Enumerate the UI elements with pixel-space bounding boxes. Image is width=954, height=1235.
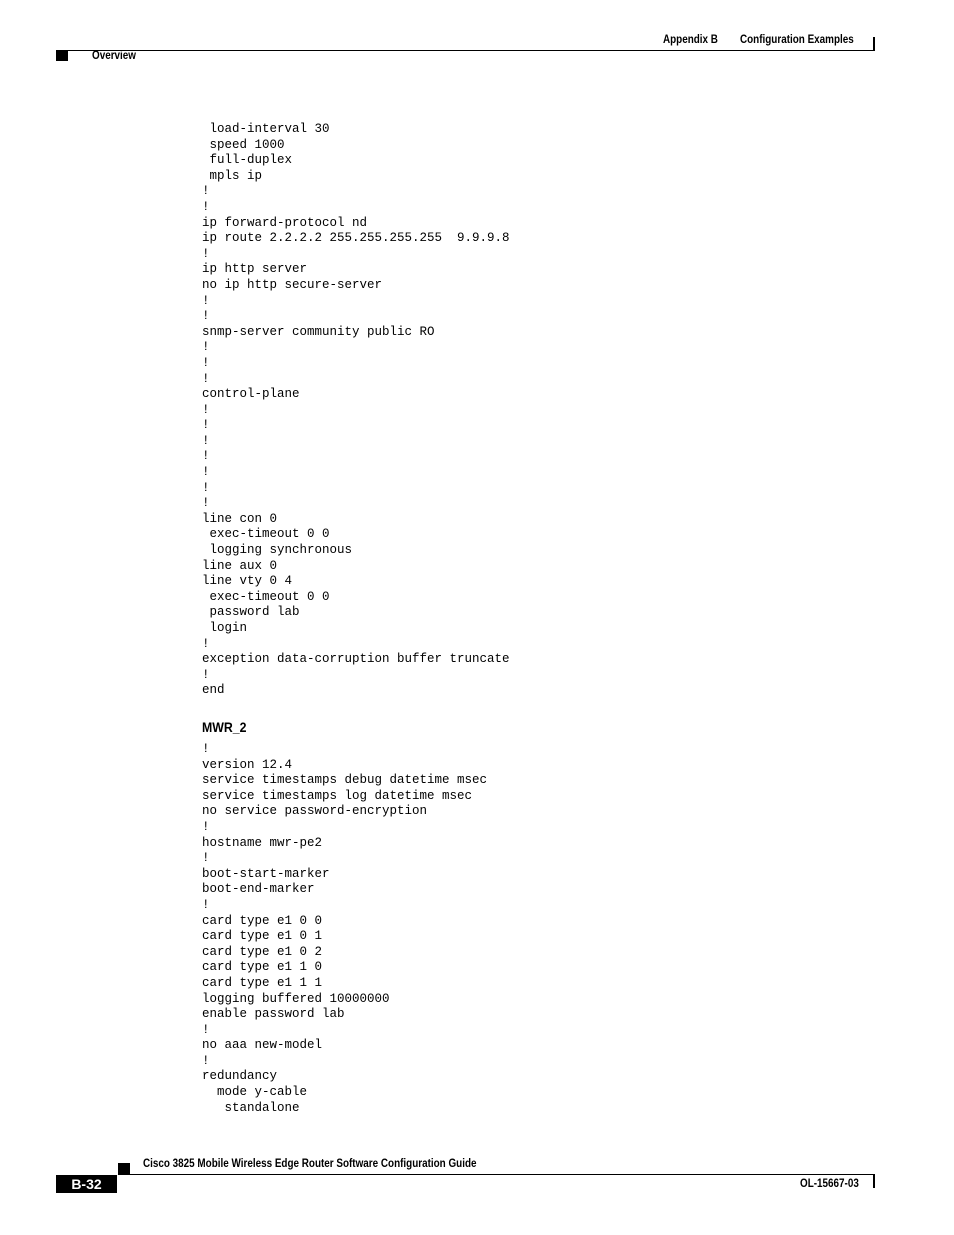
- code-line: line vty 0 4: [202, 574, 293, 589]
- header-section: Overview: [92, 50, 136, 62]
- code-line: !: [202, 184, 210, 199]
- header-chapter: Configuration Examples: [740, 34, 854, 46]
- code-line: exception data-corruption buffer truncate: [202, 652, 510, 667]
- code-line: no service password-encryption: [202, 804, 428, 819]
- code-block-top: [202, 122, 510, 699]
- code-line: card type e1 0 2: [202, 944, 323, 959]
- footer-page-number: B-32: [56, 1175, 117, 1193]
- footer-rule: [118, 1174, 874, 1175]
- code-line: version 12.4: [202, 757, 293, 772]
- code-line: !: [202, 418, 210, 433]
- code-line: full-duplex: [202, 153, 293, 168]
- code-line: ip route 2.2.2.2 255.255.255.255 9.9.9.8: [202, 231, 510, 246]
- code-line: !: [202, 402, 210, 417]
- code-line: !: [202, 465, 210, 480]
- code-line: service timestamps debug datetime msec: [202, 773, 488, 788]
- code-line: redundancy: [202, 1069, 278, 1084]
- footer-doc-number: OL-15667-03: [800, 1178, 859, 1190]
- code-line: password lab: [202, 605, 300, 620]
- code-block-bottom: [202, 742, 487, 1116]
- code-line: standalone: [202, 1100, 300, 1115]
- code-line: mpls ip: [202, 168, 263, 183]
- code-line: boot-end-marker: [202, 882, 315, 897]
- code-line: !: [202, 293, 210, 308]
- code-line: card type e1 1 1: [202, 975, 323, 990]
- code-line: !: [202, 246, 210, 261]
- code-line: !: [202, 340, 210, 355]
- header-tick: [873, 37, 875, 51]
- code-line: end: [202, 683, 225, 698]
- code-line: enable password lab: [202, 1007, 345, 1022]
- header-appendix: Appendix B: [663, 34, 718, 46]
- code-line: !: [202, 496, 210, 511]
- code-line: card type e1 0 1: [202, 929, 323, 944]
- code-line: !: [202, 371, 210, 386]
- code-line: exec-timeout 0 0: [202, 527, 330, 542]
- code-line: !: [202, 199, 210, 214]
- code-line: service timestamps log datetime msec: [202, 788, 473, 803]
- header-rule: [56, 50, 874, 51]
- code-line: ip http server: [202, 262, 308, 277]
- code-line: logging synchronous: [202, 543, 353, 558]
- code-line: mode y-cable: [202, 1085, 308, 1100]
- code-line: !: [202, 897, 210, 912]
- code-line: !: [202, 449, 210, 464]
- code-line: card type e1 1 0: [202, 960, 323, 975]
- code-line: load-interval 30: [202, 122, 330, 136]
- code-line: line con 0: [202, 511, 278, 526]
- code-line: ip forward-protocol nd: [202, 215, 368, 230]
- code-line: line aux 0: [202, 558, 278, 573]
- code-line: exec-timeout 0 0: [202, 589, 330, 604]
- code-line: !: [202, 667, 210, 682]
- code-line: !: [202, 433, 210, 448]
- code-line: !: [202, 742, 210, 756]
- code-line: card type e1 0 0: [202, 913, 323, 928]
- code-line: !: [202, 1053, 210, 1068]
- code-line: speed 1000: [202, 137, 285, 152]
- code-line: login: [202, 621, 248, 635]
- footer-tick: [873, 1174, 875, 1188]
- footer-guide-title: Cisco 3825 Mobile Wireless Edge Router Software Configuration Guide: [143, 1158, 477, 1170]
- footer-block: [118, 1163, 130, 1174]
- code-line: !: [202, 636, 210, 651]
- code-line: !: [202, 309, 210, 324]
- code-line: snmp-server community public RO: [202, 324, 435, 339]
- code-line: logging buffered 10000000: [202, 991, 390, 1006]
- code-line: hostname mwr-pe2: [202, 835, 323, 850]
- code-line: boot-start-marker: [202, 866, 330, 881]
- code-line: no aaa new-model: [202, 1038, 323, 1053]
- code-line: !: [202, 355, 210, 370]
- code-line: !: [202, 1022, 210, 1037]
- code-line: !: [202, 851, 210, 866]
- code-line: !: [202, 819, 210, 834]
- code-line: control-plane: [202, 387, 300, 402]
- code-line: !: [202, 480, 210, 495]
- section-title: MWR_2: [202, 719, 247, 735]
- header-block: [56, 51, 68, 61]
- code-line: no ip http secure-server: [202, 277, 383, 292]
